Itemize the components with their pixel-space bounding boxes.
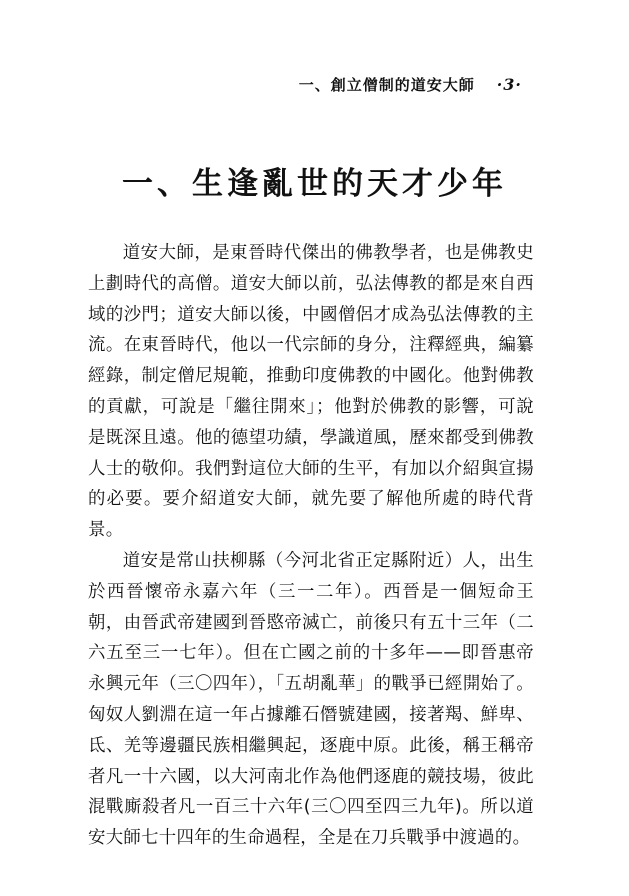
paragraph-2: 道安是常山扶柳縣（今河北省正定縣附近）人，出生於西晉懷帝永嘉六年（三一二年）。西晉是一個短命王朝，由晉武帝建國到晉愍帝滅亡，前後只有五十三年（二六五至三一七年）。但在亡國之前的十多年——即晉惠帝永興元年（三〇四年），「五胡亂華」的戰爭已經開始了。匈奴人劉淵在這一年占據離石僭號建國，接著羯、鮮卑、氐、羌等邊疆民族相繼興起，逐鹿中原。此後，稱王稱帝者凡一十六國，以大河南北作為他們逐鹿的競技場，彼此混戰廝殺者凡一百三十六年(三〇四至四三九年)。所以道安大師七十四年的生命過程，全是在刀兵戰爭中渡過的。: [88, 550, 534, 849]
page-number: ·3·: [496, 75, 522, 94]
body-text: [88, 238, 534, 854]
running-header: [299, 74, 522, 95]
paragraph-1: 道安大師，是東晉時代傑出的佛教學者，也是佛教史上劃時代的高僧。道安大師以前，弘法傳教的都是來自西域的沙門；道安大師以後，中國僧侶才成為弘法傳教的主流。在東晉時代，他以一代宗師的身分，注釋經典，編纂經錄，制定僧尼規範，推動印度佛教的中國化。他對佛教的貢獻，可說是「繼往開來」；他對於佛教的影響，可說是既深且遠。他的德望功績，學識道風，歷來都受到佛教人士的敬仰。我們對這位大師的生平，有加以介紹與宣揚的必要。要介紹道安大師，就先要了解他所處的時代背景。: [88, 243, 534, 541]
running-title: 一、創立僧制的道安大師: [298, 76, 475, 94]
chapter-title: 一、生逢亂世的天才少年: [122, 166, 507, 202]
